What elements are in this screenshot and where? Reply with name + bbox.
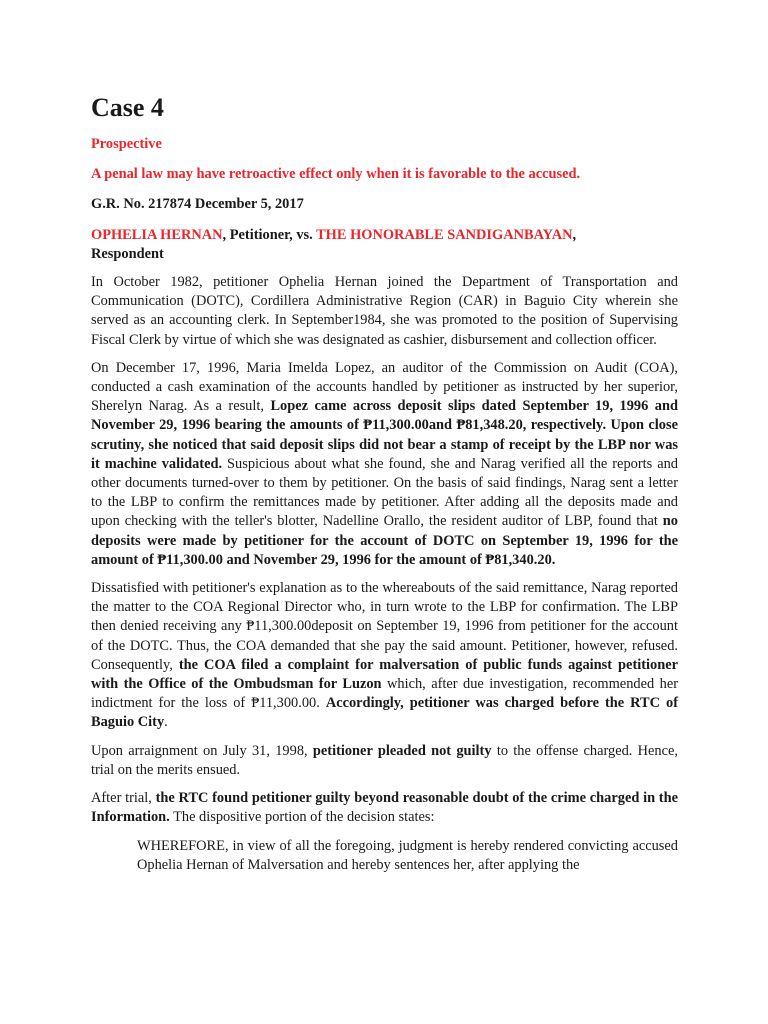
respondent-label: Respondent [91, 245, 164, 262]
principle-statement: A penal law may have retroactive effect only when it is favorable to the accused. [91, 166, 581, 183]
gr-number: G.R. No. 217874 December 5, 2017 [91, 196, 304, 213]
p5-text-c: The dispositive portion of the decision states: [169, 809, 435, 826]
p3-text-e: . [164, 714, 168, 731]
p3-text-c: which, after due investigation, recommended her indictment for the loss of ₱11,300.00. [91, 676, 678, 712]
p4-text-c: to the offense charged. Hence, trial on the merits ensued. [91, 742, 678, 778]
p2-bold-d: no deposits were made by petitioner for the account of DOTC on September 19, 1996 for the amount of ₱11,300.00 and November 29, 1996 for the amount of ₱81,340.20. [91, 513, 678, 568]
paragraph-3 [91, 579, 678, 733]
p4-text-a: Upon arraignment on July 31, 1998, [91, 742, 313, 759]
paragraph-4 [91, 742, 678, 780]
p5-text-a: After trial, [91, 790, 156, 807]
p5-bold-b: the RTC found petitioner guilty beyond reasonable doubt of the crime charged in the Information. [91, 790, 678, 826]
prospective-heading: Prospective [91, 136, 162, 152]
petitioner-name: OPHELIA HERNAN [91, 226, 223, 243]
quoted-dispositive: WHEREFORE, in view of all the foregoing, judgment is hereby rendered convicting accused Ophelia Hernan of Malversation and hereby sentences her, after applying the [137, 837, 678, 873]
petitioner-suffix: , Petitioner, vs. [222, 226, 317, 243]
paragraph-5 [91, 789, 678, 827]
p2-bold-b: Lopez came across deposit slips dated September 19, 1996 and November 29, 1996 bearing the amounts of ₱11,300.00and ₱81,348.20, respectively. Upon close scrutiny, she noticed that said deposit slips did not bear a stamp of receipt by the LBP nor was it machine validated. [91, 398, 678, 472]
paragraph-2 [91, 359, 678, 570]
paragraph-1: In October 1982, petitioner Ophelia Hernan joined the Department of Transportation and Communication (DOTC), Cordillera Administrative Region (CAR) in Baguio City wherein she served as an accounting clerk. In September1984, she was promoted to the position of Supervising Fiscal Clerk by virtue of which she was designated as cashier, disbursement and collection officer. [91, 274, 678, 348]
p3-bold-b: the COA filed a complaint for malversation of public funds against petitioner with the Office of the Ombudsman for Luzon [91, 656, 679, 693]
p2-text-a: On December 17, 1996, Maria Imelda Lopez, an auditor of the Commission on Audit (COA), conducted a cash examination of the accounts handled by petitioner as instructed by her superior, Sherelyn Narag. As a result, [91, 359, 678, 415]
p4-bold-b: petitioner pleaded not guilty [312, 742, 492, 759]
p2-text-c: Suspicious about what she found, she and Narag verified all the reports and other documents turned-over to them by petitioner. On the basis of said findings, Narag sent a letter to the LBP to confirm the remittances made by petitioner. After adding all the deposits made and upon checking with the teller's blotter, Nadelline Orallo, the resident auditor of LBP, found that [91, 455, 678, 530]
p3-text-a: Dissatisfied with petitioner's explanation as to the whereabouts of the said remittance, Narag reported the matter to the COA Regional Director who, in turn wrote to the LBP for confirmation. The LBP then denied receiving any ₱11,300.00deposit on September 19, 1996 from petitioner for the account of the DOTC. Thus, the COA demanded that she pay the said amount. Petitioner, however, refused. Consequently, [91, 580, 678, 673]
p3-bold-d: Accordingly, petitioner was charged before the RTC of Baguio City [91, 695, 678, 731]
case-title: Case 4 [91, 93, 164, 122]
respondent-suffix: , [572, 226, 577, 243]
respondent-name: THE HONORABLE SANDIGANBAYAN [316, 226, 573, 243]
case-parties [91, 226, 678, 264]
